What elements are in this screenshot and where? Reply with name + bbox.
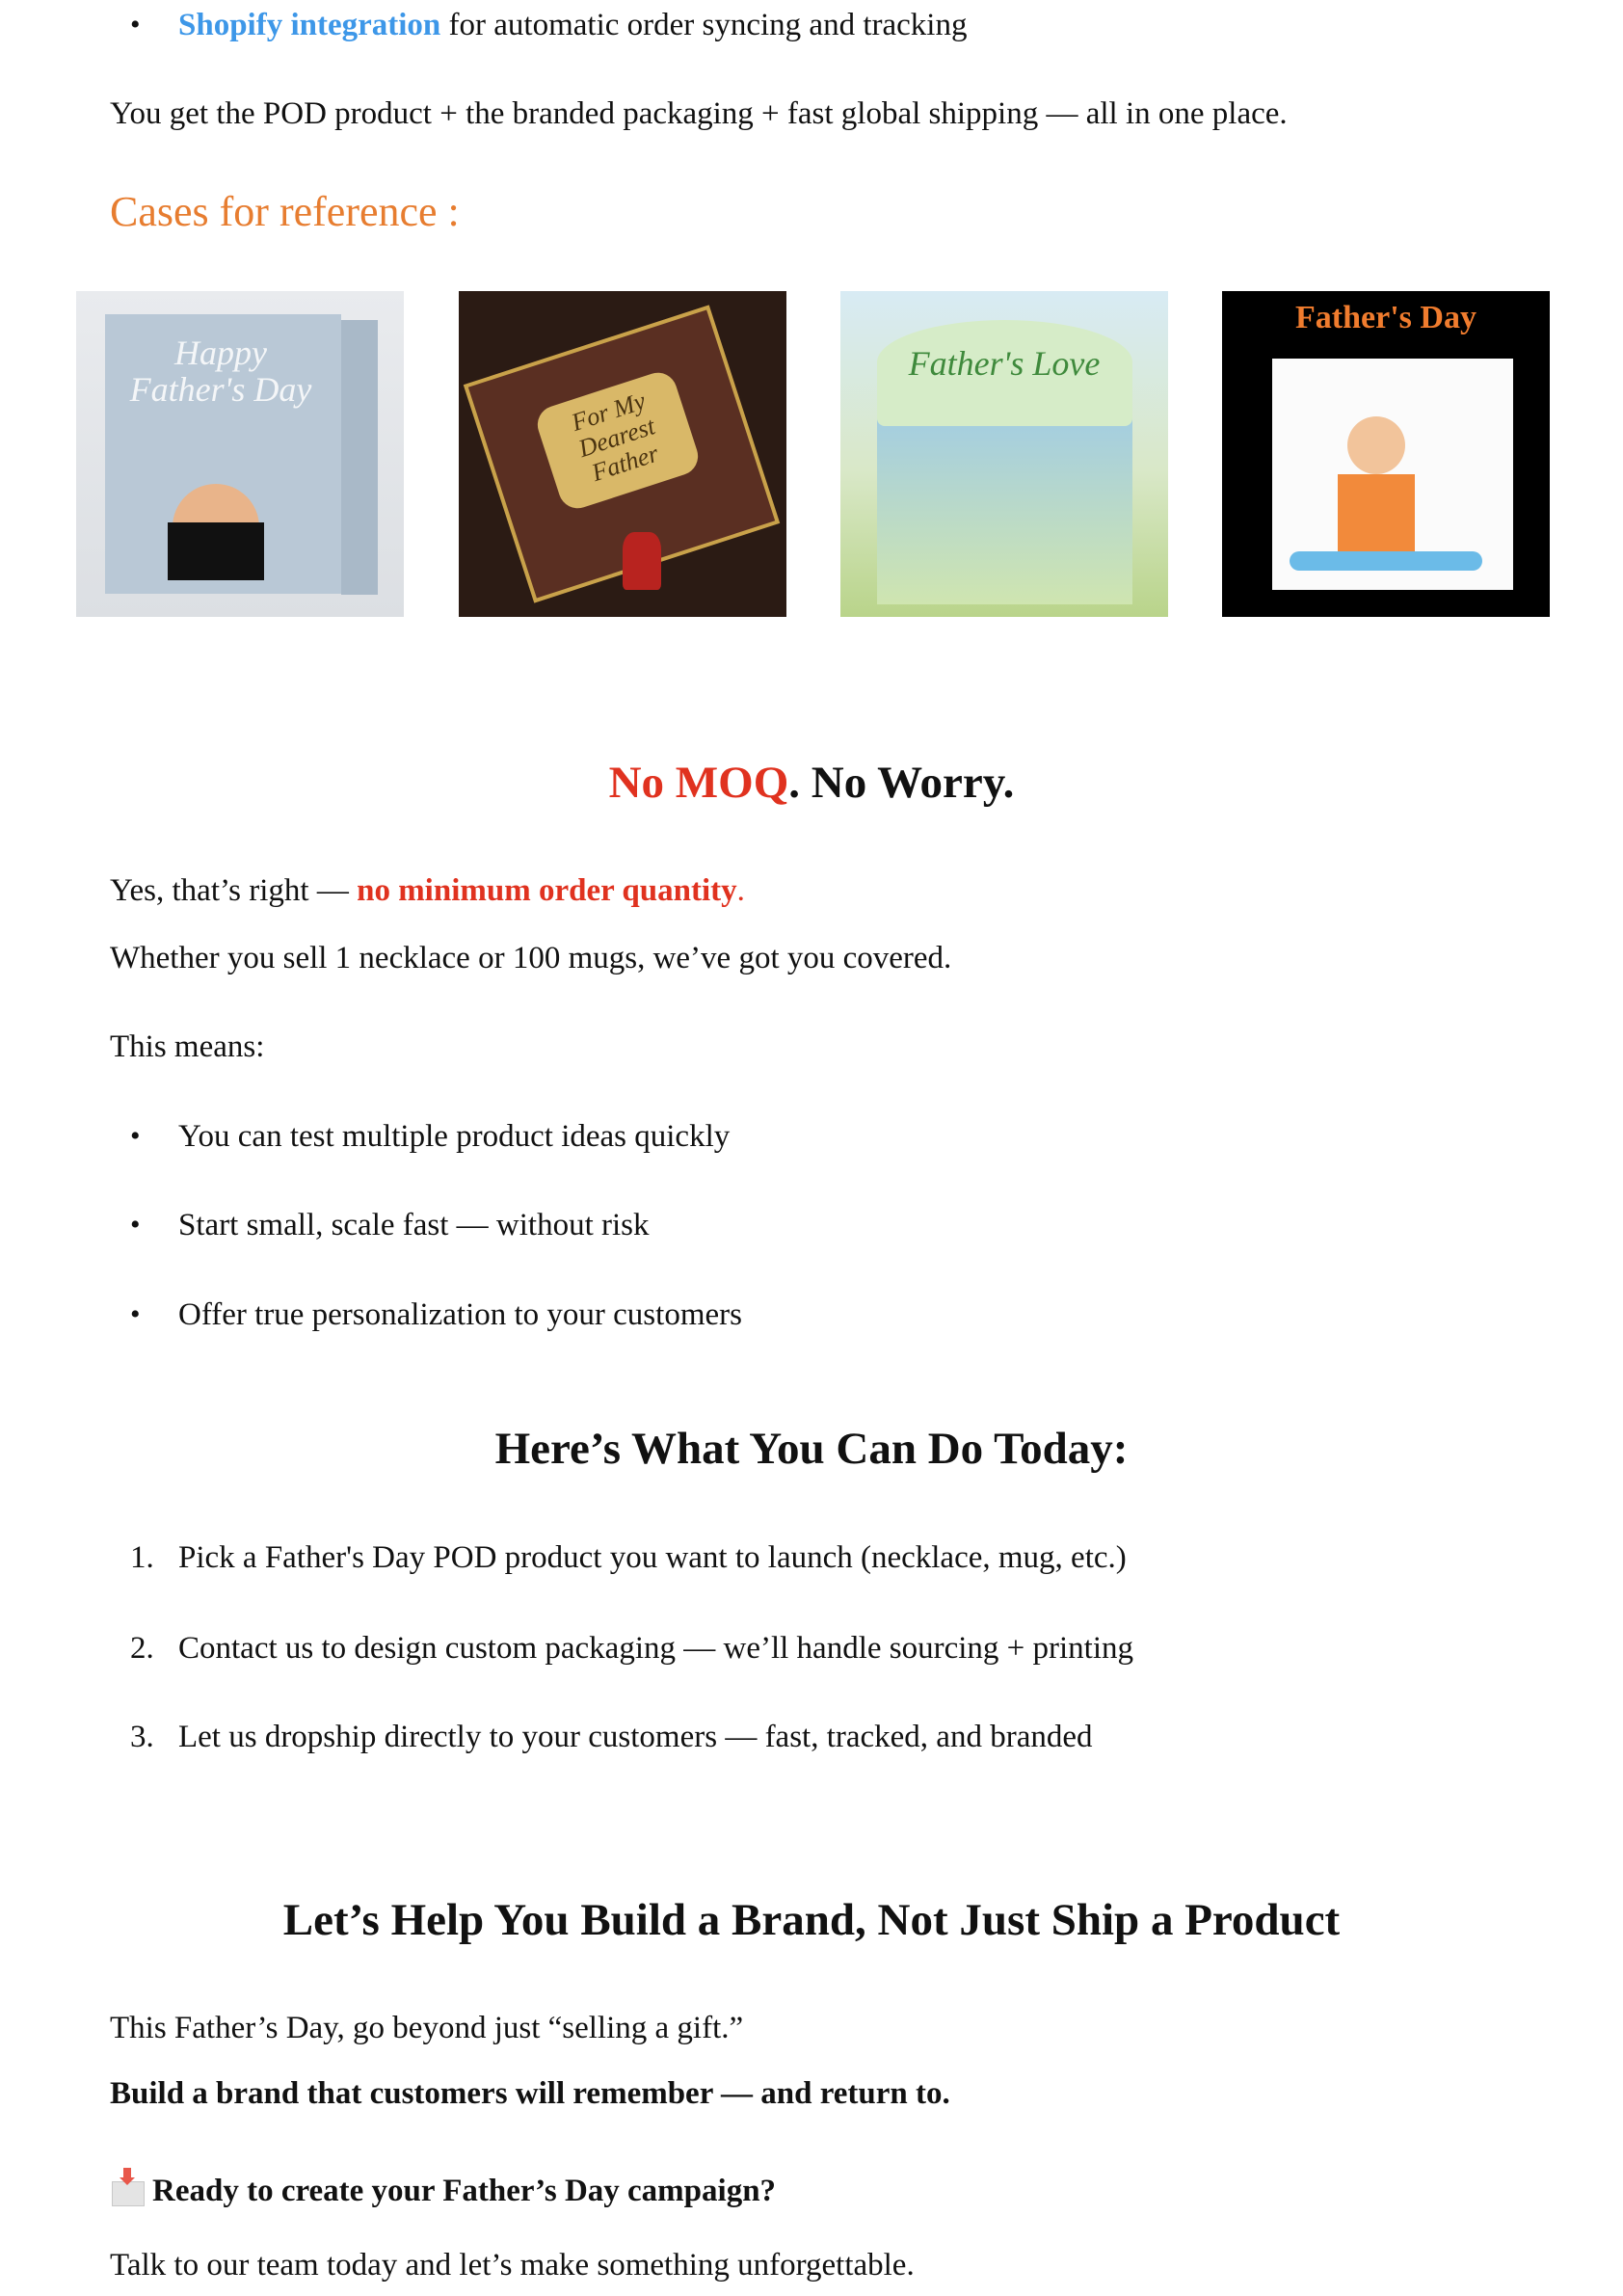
moq-line-2: Whether you sell 1 necklace or 100 mugs, we’ve got you covered. — [110, 941, 952, 975]
step-number: 1. — [130, 1540, 154, 1575]
step-item — [130, 1718, 1093, 1756]
cases-heading: Cases for reference : — [110, 188, 460, 235]
step-item — [130, 1629, 1134, 1668]
summary-text: You get the POD product + the branded packaging + fast global shipping — all in one place. — [110, 96, 1288, 131]
bullet-dot: • — [130, 1120, 141, 1152]
closing-text: Talk to our team today and let’s make something unforgettable. — [110, 2248, 915, 2283]
brand-line-1: This Father’s Day, go beyond just “selling a gift.” — [110, 2011, 744, 2045]
case-image-cartoon-box — [1222, 291, 1550, 617]
moq-highlight: no minimum order quantity — [357, 873, 737, 908]
moq-period: . — [736, 873, 745, 908]
list-item-text: You can test multiple product ideas quickly — [178, 1119, 731, 1154]
list-item — [130, 1117, 731, 1156]
moq-line-1 — [110, 871, 745, 910]
step-number: 2. — [130, 1631, 154, 1666]
this-means-label: This means: — [110, 1029, 265, 1064]
image-caption: For My Dearest Father — [533, 368, 704, 514]
step-number: 3. — [130, 1720, 154, 1754]
list-item — [130, 1206, 650, 1244]
moq-line-start: Yes, that’s right — — [110, 873, 358, 908]
today-heading: Here’s What You Can Do Today: — [494, 1424, 1129, 1474]
list-item-text: Start small, scale fast — without risk — [178, 1208, 650, 1242]
brand-line-2: Build a brand that customers will remember — and return to. — [110, 2076, 950, 2111]
list-item-text: Offer true personalization to your customers — [178, 1297, 742, 1332]
step-text: Contact us to design custom packaging — we’ll handle sourcing + printing — [178, 1631, 1134, 1666]
bullet-dot: • — [130, 9, 141, 40]
case-image-dearest-father — [459, 291, 786, 617]
case-image-happy-fathers-day — [76, 291, 404, 617]
incoming-envelope-icon — [110, 2168, 145, 2206]
bullet-dot: • — [130, 1209, 141, 1241]
step-text: Let us dropship directly to your customers — fast, tracked, and branded — [178, 1720, 1093, 1754]
shopify-integration-link[interactable]: Shopify integration — [178, 8, 441, 42]
no-worry-text: . No Worry. — [788, 758, 1015, 808]
image-caption: Happy Father's Day — [129, 334, 312, 409]
cta-line — [110, 2168, 776, 2210]
case-image-fathers-love — [840, 291, 1168, 617]
bullet-dot: • — [130, 1298, 141, 1330]
no-moq-heading — [0, 756, 1623, 810]
bullet-shopify — [130, 6, 968, 44]
cta-text: Ready to create your Father’s Day campaign? — [152, 2174, 777, 2208]
image-caption: Father's Day — [1295, 300, 1477, 335]
image-caption: Father's Love — [908, 344, 1101, 383]
bullet-text: for automatic order syncing and tracking — [440, 8, 968, 42]
list-item — [130, 1295, 742, 1334]
step-text: Pick a Father's Day POD product you want to launch (necklace, mug, etc.) — [178, 1540, 1127, 1575]
no-moq-highlight: No MOQ — [608, 758, 789, 808]
brand-heading: Let’s Help You Build a Brand, Not Just Ship a Product — [282, 1895, 1341, 1945]
step-item — [130, 1538, 1127, 1577]
